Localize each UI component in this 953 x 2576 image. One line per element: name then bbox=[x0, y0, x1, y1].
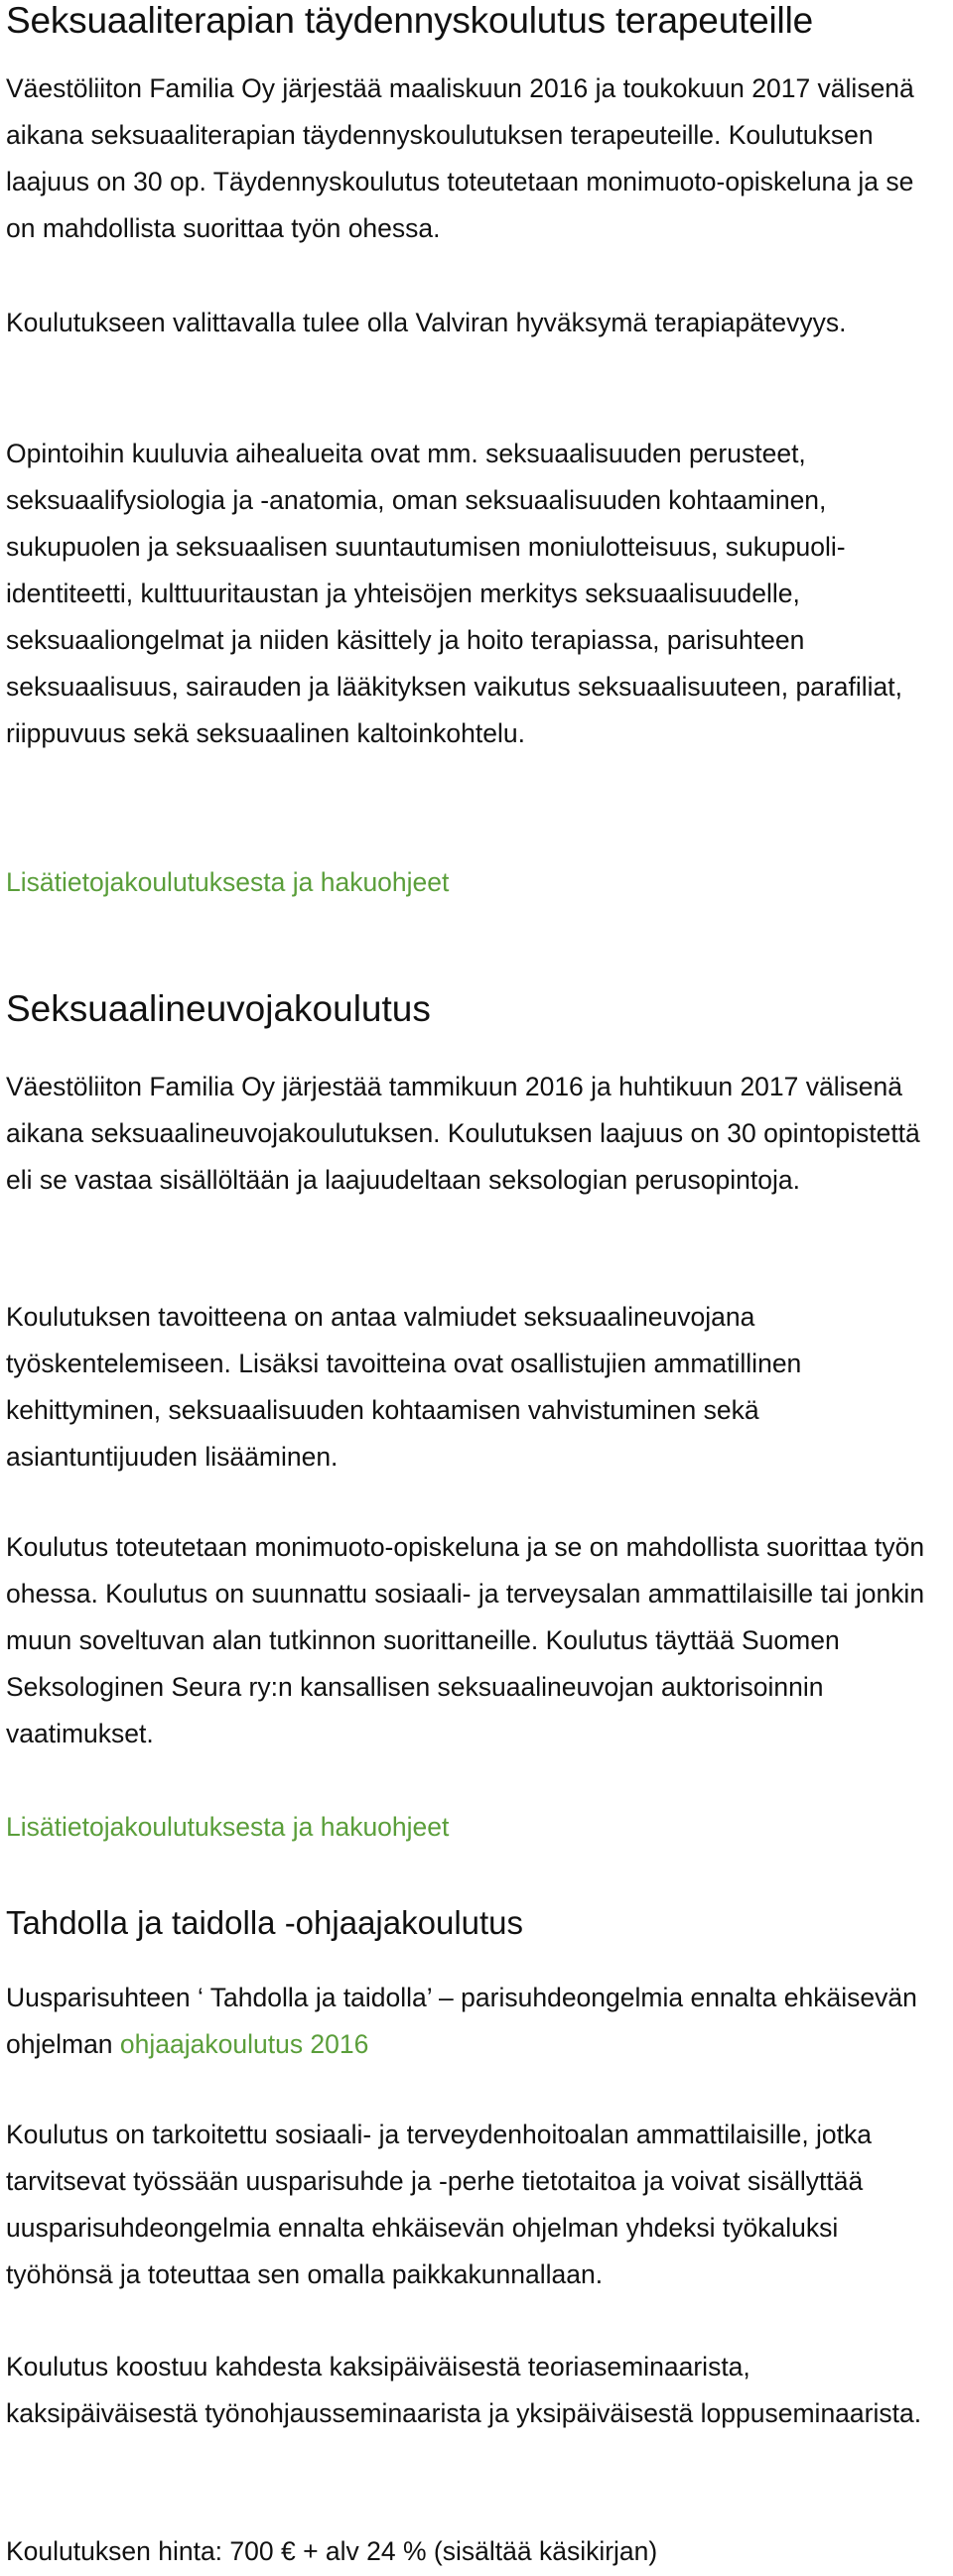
instructor-training-link[interactable]: ohjaajakoulutus 2016 bbox=[119, 2029, 369, 2059]
paragraph-counselor-goals: Koulutuksen tavoitteena on antaa valmiudet seksuaalineuvojana työskentelemiseen. Lisäksi tavoitteina ovat osallistujien ammatillinen kehittyminen, seksuaalisuuden kohtaamisen vahvistuminen sekä asiantuntijuuden lisääminen. bbox=[6, 1302, 802, 1472]
paragraph-sexual-therapy-topics: Opintoihin kuuluvia aihealueita ovat mm. seksuaalisuuden perusteet, seksuaalifysiologia ja -anatomia, oman seksuaalisuuden kohtaaminen, sukupuolen ja seksuaalisen suuntautumisen moniulotteisuus, sukupuoli-identiteetti, kulttuuritaustan ja yhteisöjen merkitys seksuaalisuudelle, seksuaaliongelmat ja niiden käsittely ja hoito terapiassa, parisuhteen seksuaalisuus, sairauden ja lääkityksen vaikutus seksuaalisuuteen, parafiliat, riippuvuus sekä seksuaalinen kaltoinkohtelu. bbox=[6, 439, 902, 748]
paragraph-counselor-implementation: Koulutus toteutetaan monimuoto-opiskeluna ja se on mahdollista suorittaa työn ohessa. Koulutus on suunnattu sosiaali- ja terveysalan ammattilaisille tai jonkin muun soveltuvan alan tutkinnon suorittaneille. Koulutus täyttää Suomen Seksologinen Seura ry:n kansallisen seksuaalineuvojan auktorisoinnin vaatimukset. bbox=[6, 1532, 925, 1748]
paragraph-counselor-intro: Väestöliiton Familia Oy järjestää tammikuun 2016 ja huhtikuun 2017 välisenä aikana seksuaalineuvojakoulutuksen. Koulutuksen laajuus on 30 opintopistettä eli se vastaa sisällöltään ja laajuudeltaan seksologian perusopintoja. bbox=[6, 1072, 920, 1195]
more-info-link-counselor[interactable]: Lisätietojakoulutuksesta ja hakuohjeet bbox=[6, 1812, 450, 1842]
paragraph-instructor-audience: Koulutus on tarkoitettu sosiaali- ja terveydenhoitoalan ammattilaisille, jotka tarvitsevat työssään uusparisuhde ja -perhe tietotaitoa ja voivat sisällyttää uusparisuhdeongelmia ennalta ehkäisevän ohjelman yhdeksi työkaluksi työhönsä ja toteuttaa sen omalla paikkakunnallaan. bbox=[6, 2120, 873, 2289]
section-title-instructor-training: Tahdolla ja taidolla -ohjaajakoulutus bbox=[6, 1904, 524, 1941]
paragraph-instructor-structure: Koulutus koostuu kahdesta kaksipäiväisestä teoriaseminaarista, kaksipäiväisestä työnohjausseminaarista ja yksipäiväisestä loppuseminaarista. bbox=[6, 2352, 922, 2428]
section-title-sexual-therapy: Seksuaaliterapian täydennyskoulutus terapeuteille bbox=[6, 0, 813, 41]
instructor-intro-text: Uusparisuhteen ‘ Tahdolla ja taidolla’ – parisuhdeongelmia ennalta ehkäisevän ohjelman bbox=[6, 1983, 917, 2059]
paragraph-sexual-therapy-requirement: Koulutukseen valittavalla tulee olla Valviran hyväksymä terapiapätevyys. bbox=[6, 308, 847, 337]
price-text: Koulutuksen hinta: 700 € + alv 24 % (sisältää käsikirjan) bbox=[6, 2536, 658, 2566]
paragraph-sexual-therapy-intro: Väestöliiton Familia Oy järjestää maaliskuun 2016 ja toukokuun 2017 välisenä aikana seksuaaliterapian täydennyskoulutuksen terapeuteille. Koulutuksen laajuus on 30 op. Täydennyskoulutus toteutetaan monimuoto-opiskeluna ja se on mahdollista suorittaa työn ohessa. bbox=[6, 73, 914, 243]
section-title-sexual-counselor: Seksuaalineuvojakoulutus bbox=[6, 988, 431, 1029]
paragraph-instructor-intro bbox=[6, 1975, 947, 2068]
more-info-link-sexual-therapy[interactable]: Lisätietojakoulutuksesta ja hakuohjeet bbox=[6, 867, 450, 897]
